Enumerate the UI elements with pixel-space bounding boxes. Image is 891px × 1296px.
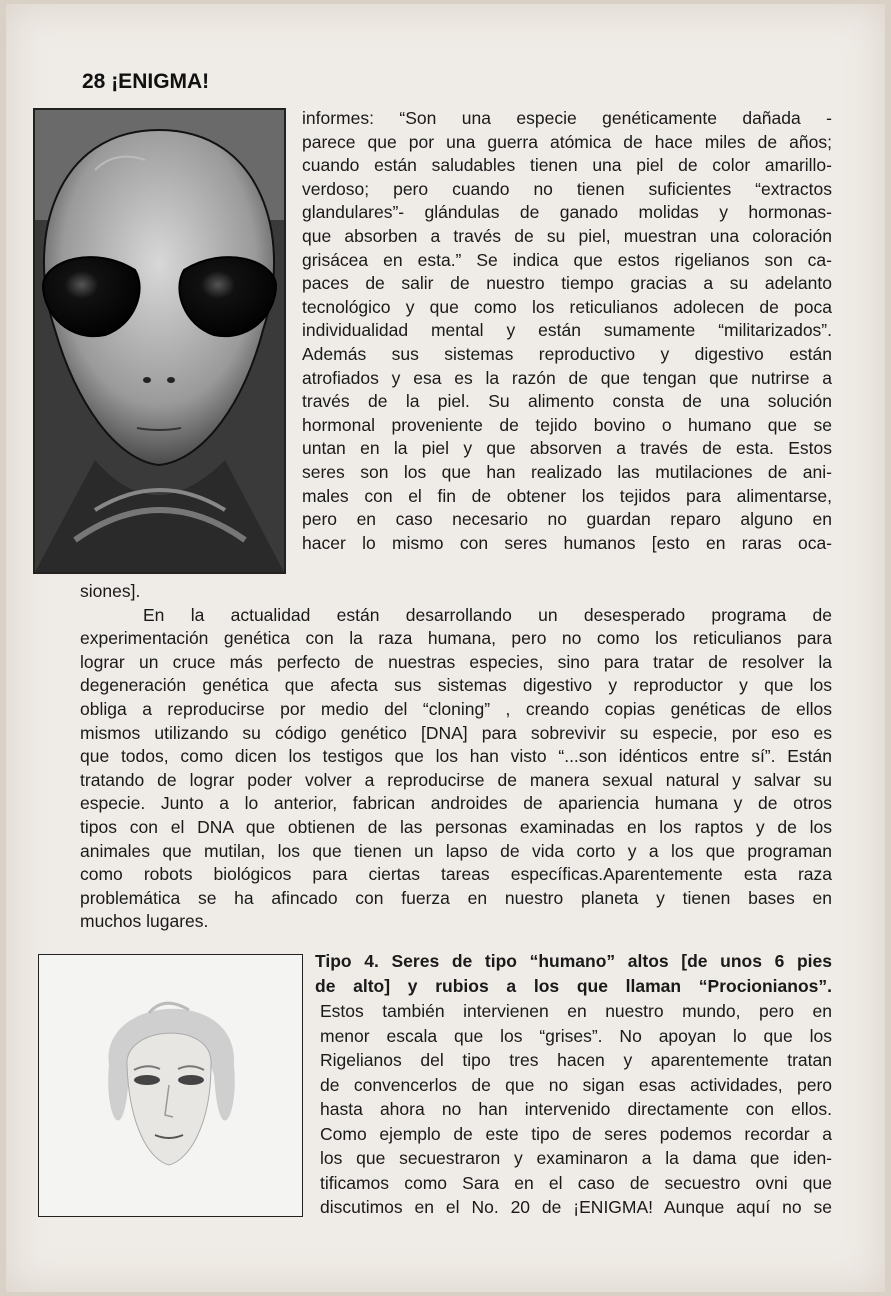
text-line: informes: “Son una especie genéticamente dañada - [302, 108, 832, 128]
text-line: Rigelianos del tipo tres hacen y aparentemente tratan [320, 1050, 832, 1070]
text-line: que absorben a través de su piel, muestran una coloración [302, 226, 832, 246]
text-line: males con el fin de obtener los tejidos para alimentarse, [302, 485, 832, 506]
text-line: obliga a reproducirse por medio del “cloning” , creando copias genéticas de ellos [80, 699, 832, 719]
text-line: hormonal proveniente de tejido bovino o humano que se [302, 414, 832, 435]
text-line: Además sus sistemas reproductivo y digestivo están [302, 344, 832, 364]
text-line: degeneración genética que afecta sus sistemas digestivo y reproductor y que los [80, 675, 832, 696]
text-line: tecnológico y que como los reticulianos adolecen de poca [302, 296, 832, 317]
text-line: verdoso; pero cuando no tienen suficientes “extractos [302, 178, 832, 199]
text-line: parece que por una guerra atómica de hace miles de años; [302, 131, 832, 152]
text-line: través de la piel. Su alimento consta de una solución [302, 391, 832, 412]
text-line: hasta ahora no han intervenido directamente con ellos. [320, 1099, 832, 1119]
text-line: glandulares”- glándulas de ganado molidas y hormonas- [302, 202, 832, 223]
page-title: 28 ¡ENIGMA! [82, 70, 210, 93]
woman-portrait [38, 954, 303, 1217]
text-line: cuando están saludables tienen una piel de color amarillo- [302, 155, 832, 176]
text-line: siones]. [80, 581, 141, 601]
text-line: atrofiados y esa es la razón de que tengan que nutrirse a [302, 367, 832, 388]
text-line: tratando de lograr poder volver a reproducirse de manera sexual natural y salvar su [80, 769, 832, 790]
text-line: animales que mutilan, los que tienen un lapso de vida corto y a los que programan [80, 840, 832, 861]
text-line: especie. Junto a lo anterior, fabrican androides de apariencia humana y de otros [80, 793, 832, 814]
section-heading: de alto] y rubios a los que llaman “Procionianos”. [315, 975, 832, 996]
text-line: discutimos en el No. 20 de ¡ENIGMA! Aunque aquí no se [320, 1197, 832, 1217]
text-line: tificamos como Sara en el caso de secuestro ovni que [320, 1172, 832, 1193]
grey-alien-drawing [35, 110, 284, 572]
text-line: lograr un cruce más perfecto de nuestras especies, sino para tratar de resolver la [80, 651, 832, 672]
text-line: Estos también intervienen en nuestro mundo, pero en [320, 1001, 832, 1021]
text-line: mismos utilizando su código genético [DNA] para sobrevivir su especie, por eso es [80, 722, 832, 743]
text-line: paces de salir de nuestro tiempo gracias a su adelanto [302, 273, 832, 294]
text-line: problemática se ha afincado con fuerza en nuestro planeta y tienen bases en [80, 887, 832, 908]
blonde-woman-portrait [39, 955, 302, 1216]
text-line: los que secuestraron y examinaron a la dama que iden- [320, 1148, 832, 1168]
text-line: que todos, como dicen los testigos que los han visto “...son idénticos entre sí”. Están [80, 746, 832, 767]
text-line: Como ejemplo de este tipo de seres podemos recordar a [320, 1123, 832, 1144]
text-line: grisácea en esta.” Se indica que estos rigelianos son ca- [302, 249, 832, 270]
text-line: de convencerlos de que no sigan esas actividades, pero [320, 1074, 832, 1095]
text-line: experimentación genética con la raza humana, pero no como los reticulianos para [80, 628, 832, 649]
section-heading: Tipo 4. Seres de tipo “humano” altos [de unos 6 pies [315, 951, 832, 971]
text-line: untan en la piel y que absorven a través de esta. Estos [302, 438, 832, 459]
text-line: muchos lugares. [80, 911, 209, 932]
text-line: hacer lo mismo con seres humanos [esto en raras oca- [302, 532, 832, 553]
text-line: menor escala que los “grises”. No apoyan lo que los [320, 1025, 832, 1046]
alien-illustration [33, 108, 286, 574]
text-line: individualidad mental y están sumamente “militarizados”. [302, 320, 832, 341]
text-line: tipos con el DNA que obtienen de las personas examinadas en los raptos y de los [80, 817, 832, 837]
text-line: seres son los que han realizado las mutilaciones de ani- [302, 462, 832, 482]
text-line: En la actualidad están desarrollando un desesperado programa de [143, 604, 832, 625]
text-line: pero en caso necesario no guardan reparo alguno en [302, 509, 832, 530]
text-line: como robots biológicos para ciertas tareas específicas.Aparentemente esta raza [80, 864, 832, 885]
